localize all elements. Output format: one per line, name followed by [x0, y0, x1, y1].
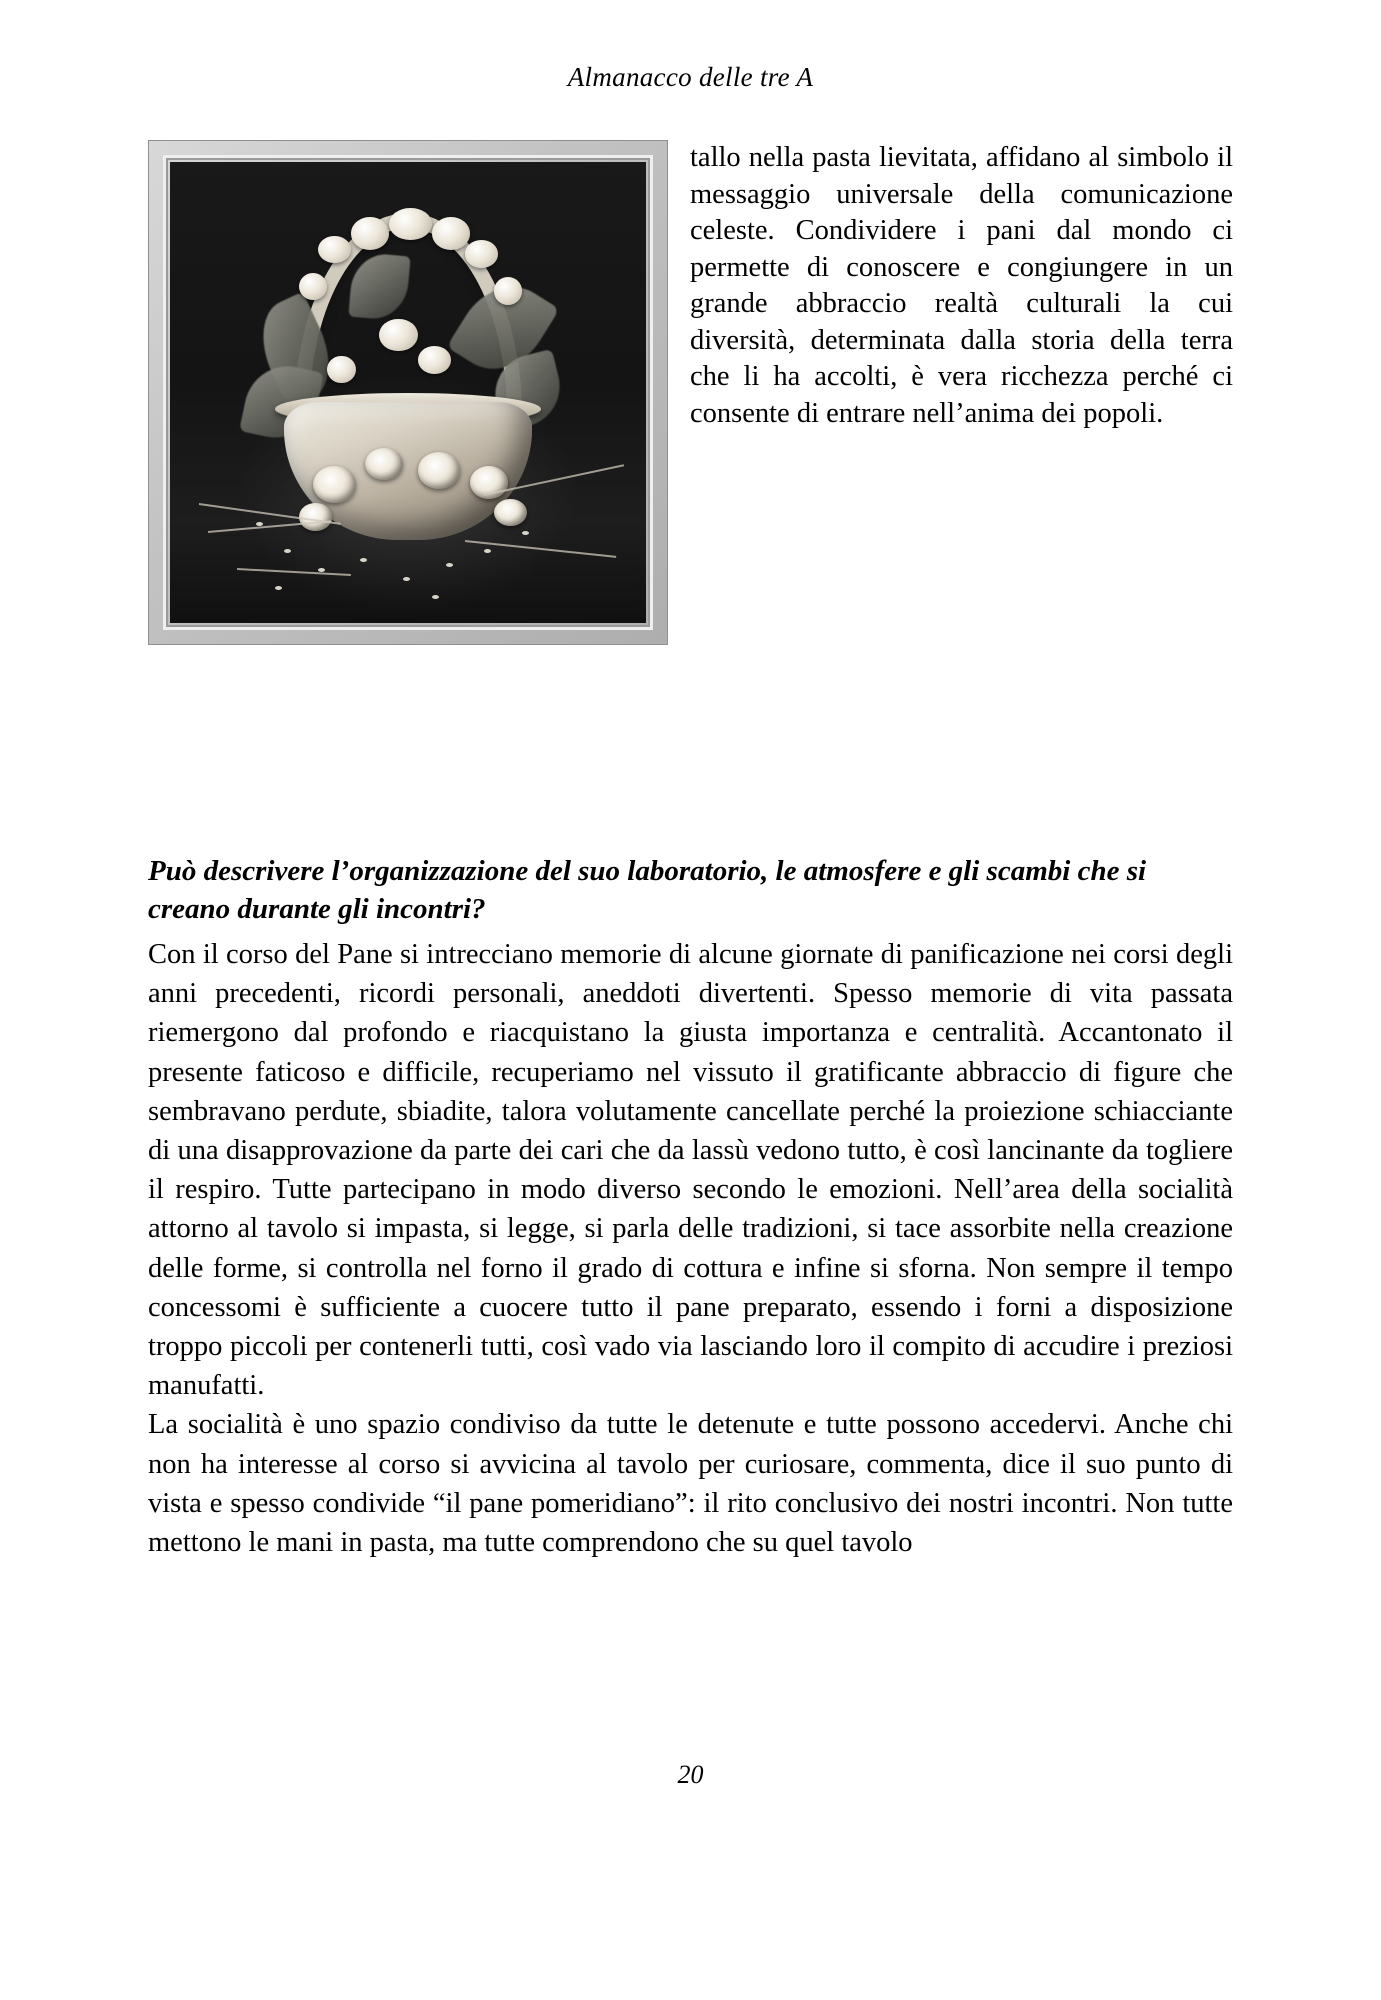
scattered-seed [256, 522, 263, 526]
dough-rose [313, 466, 356, 503]
running-head: Almanacco delle tre A [567, 62, 814, 92]
flower-blossom [299, 273, 328, 301]
scattered-seed [432, 595, 439, 599]
scattered-seed [403, 577, 410, 581]
flower-blossom [327, 356, 356, 384]
scattered-seed [446, 563, 453, 567]
body-paragraph: Con il corso del Pane si intrecciano memorie di alcune giornate di panificazione nei corsi degli anni precedenti, ricordi personali, aneddoti divertenti. Spesso memorie di vita passata riemergono dal profondo e riacquistano la giusta importanza e centralità. Accantonato il presente faticoso e difficile, recuperiamo nel vissuto il gratificante abbraccio di figure che sembravano perdute, sbiadite, talora volutamente cancellate perché la proiezione schiacciante di una disapprovazione da parte dei cari che da lassù vedono tutto, è così lancinante da togliere il respiro. Tutte partecipano in modo diverso secondo le emozioni. Nell’area della socialità attorno al tavolo si impasta, si legge, si parla delle tradizioni, si tace assorbite nella creazione delle forme, si controlla nel forno il grado di cottura e infine si sforna. Non sempre il tempo concessomi è sufficiente a cuocere tutto il pane preparato, essendo i forni a disposizione troppo piccoli per contenerli tutti, così vado via lasciando loro il compito di accudire i preziosi manufatti. [148, 939, 1233, 1402]
flower-blossom [379, 319, 417, 351]
dough-rose [494, 499, 527, 527]
scattered-seed [522, 531, 529, 535]
scattered-seed [318, 568, 325, 572]
flower-blossom [351, 217, 389, 249]
flower-blossom [432, 217, 470, 249]
dough-rose [365, 448, 403, 480]
interview-question-heading: Può descrivere l’organizzazione del suo laboratorio, le atmosfere e gli scambi che si creano durante gli incontri? [148, 855, 1147, 925]
flower-blossom [318, 236, 351, 264]
figure-bread-basket-photo [148, 140, 668, 645]
scattered-seed [360, 558, 367, 562]
flower-blossom [465, 240, 498, 268]
scattered-seed [275, 586, 282, 590]
wrapped-column-paragraph: tallo nella pasta lievitata, affidano al simbolo il messaggio universale della comunicazione celeste. Condividere i pani dal mondo ci permette di conoscere e congiungere in un grande abbraccio realtà culturali la cui diversità, determinata dalla storia della terra che li ha accolti, è vera ricchezza perché ci consente di entrare nell’anima dei popoli. [690, 142, 1233, 429]
body-text [148, 935, 1233, 1562]
photograph-image [170, 162, 646, 623]
flower-blossom [418, 346, 451, 374]
wheat-straw [237, 568, 351, 576]
photo-frame [148, 140, 668, 645]
flower-blossom [389, 208, 432, 240]
scattered-seed [484, 549, 491, 553]
body-paragraph: La socialità è uno spazio condiviso da tutte le detenute e tutte possono accedervi. Anche chi non ha interesse al corso si avvicina al tavolo per curiosare, commenta, dice il suo punto di vista e spesso condivide “il pane pomeridiano”: il rito conclusivo dei nostri incontri. Non tutte mettono le mani in pasta, ma tutte comprendono che su quel tavolo [148, 1409, 1233, 1559]
top-text-and-figure-block [148, 140, 1233, 660]
flower-blossom [494, 277, 523, 305]
scattered-seed [284, 549, 291, 553]
page-number: 20 [677, 1760, 704, 1789]
